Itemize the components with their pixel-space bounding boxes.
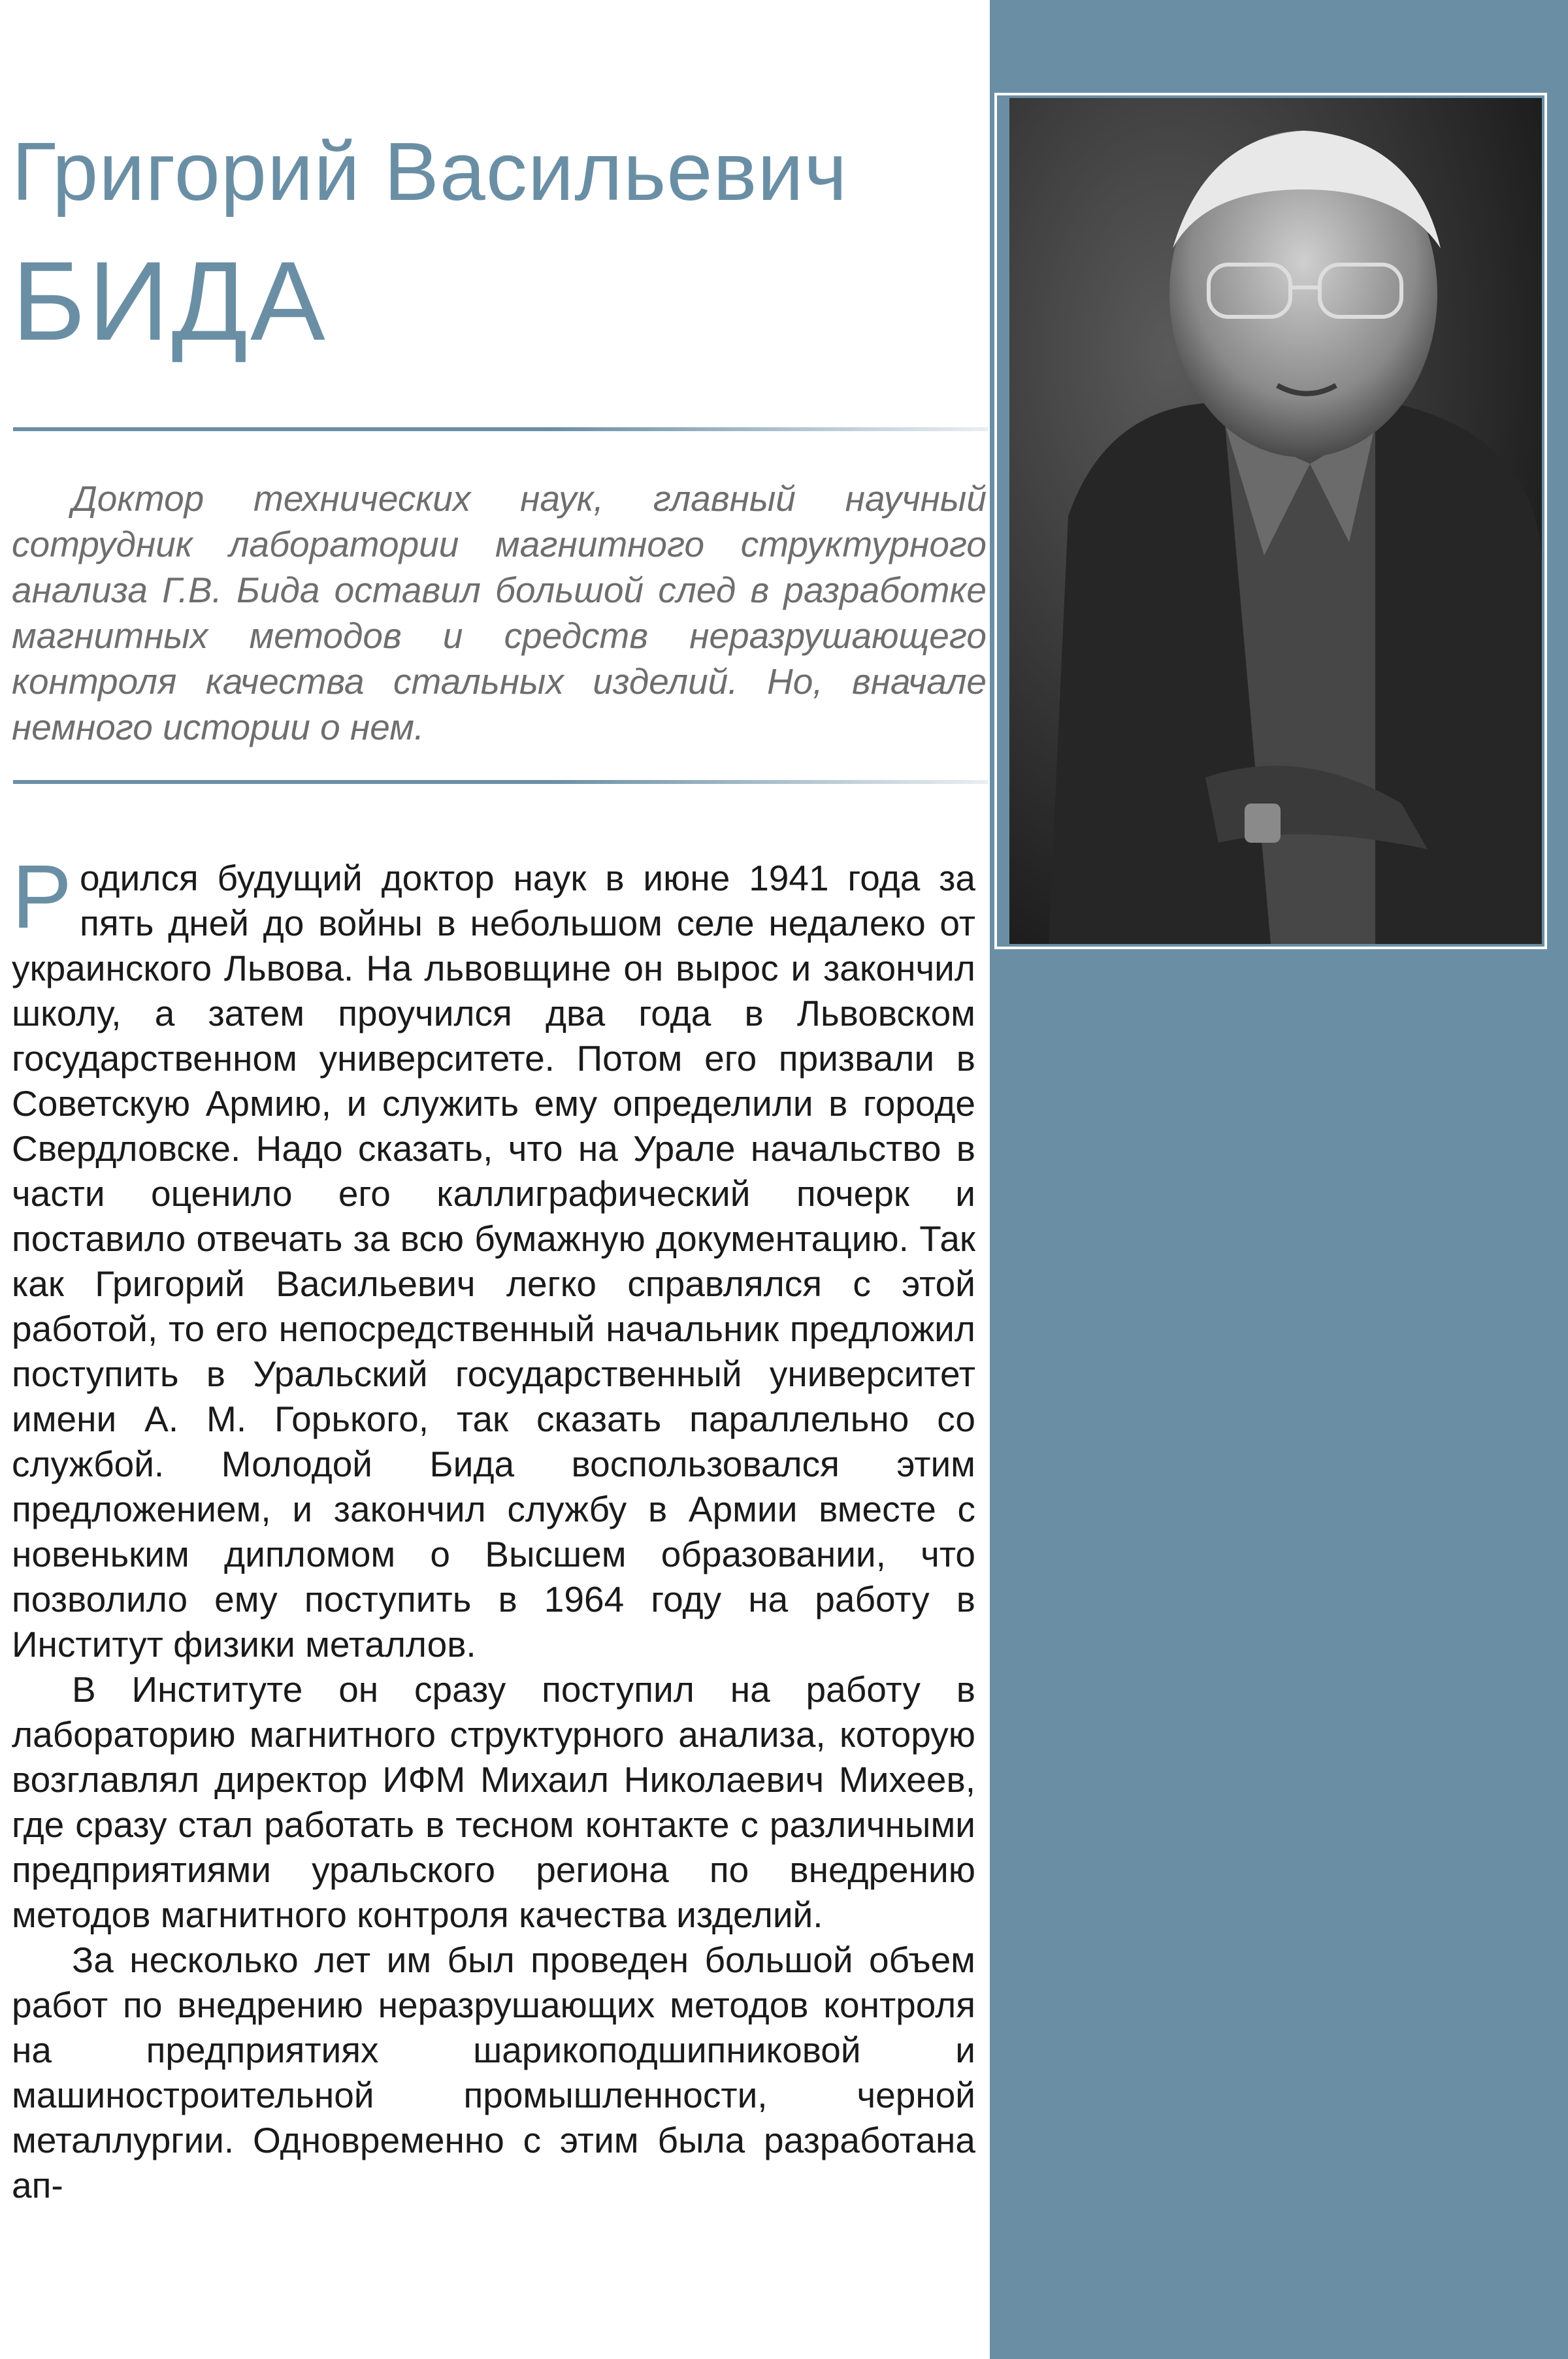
- person-surname: БИДА: [12, 238, 328, 364]
- body-paragraph-2: В Институте он сразу поступил на работу в лабораторию магнитного структурного анализа, которую возглавлял директор ИФМ Михаил Николаевич Михеев, где сразу стал работать в тесном контакте с различными предприятиями уральского региона по внедрению методов магнитного контроля качества изделий.: [12, 1669, 975, 1935]
- drop-cap: Р: [12, 847, 73, 947]
- body-paragraph-3: За несколько лет им был проведен большой объем работ по внедрению неразрушающих методов контроля на предприятиях шарикоподшипниковой и машиностроительной промышленности, черной металлургии. Одновременно с этим была разработана ап-: [12, 1940, 975, 2205]
- person-name: Григорий Васильевич: [12, 125, 848, 218]
- body-paragraph-1: [12, 847, 975, 1667]
- divider-bottom: [13, 780, 988, 784]
- article-body: [12, 847, 975, 2208]
- divider-top: [13, 427, 988, 431]
- portrait-frame: [994, 93, 1547, 949]
- body-paragraph-1-text: одился будущий доктор наук в июне 1941 года за пять дней до войны в небольшом селе недалеко от украинского Львова. На львовщине он вырос и закончил школу, а затем проучился два года в Львовском государственном университете. Потом его призвали в Советскую Армию, и служить ему определили в городе Свердловске. Надо сказать, что на Урале начальство в части оценило его каллиграфический почерк и поставило отвечать за всю бумажную документацию. Так как Григорий Васильевич легко справлялся с этой работой, то его непосредственный начальник предложил поступить в Уральский государственный университет имени А. М. Горького, так сказать параллельно со службой. Молодой Бида воспользовался этим предложением, и закончил службу в Армии вместе с новеньким дипломом о Высшем образовании, что позволило ему поступить в 1964 году на работу в Институт физики металлов.: [12, 858, 975, 1665]
- lead-paragraph: Доктор технических наук, главный научный сотрудник лаборатории магнитного структурного анализа Г.В. Бида оставил большой след в разработке магнитных методов и средств неразрушающего контроля качества стальных изделий. Но, вначале немного истории о нем.: [12, 478, 987, 747]
